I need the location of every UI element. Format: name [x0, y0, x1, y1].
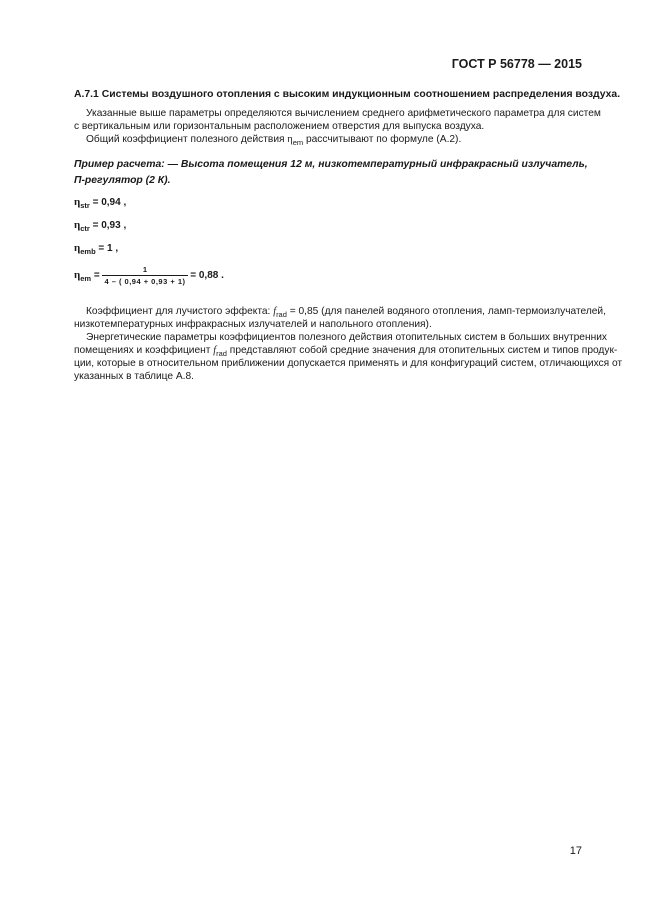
example-line-1: Пример расчета: — Высота помещения 12 м, низкотемпературный инфракрасный излучатель,: [74, 159, 588, 170]
paragraph-3-line-1: Коэффициент для лучистого эффекта: $f_{rad} = 0,85$ (для панелей водяного отопления, ламп-термоизлучателей,: [86, 306, 606, 320]
paragraph-3-line-2: низкотемпературных инфракрасных излучателей и напольного отопления).: [74, 319, 432, 330]
example-line-2: П-регулятор (2 К).: [74, 175, 171, 186]
fraction-denominator: 4 – ( 0,94 + 0,93 + 1): [104, 277, 186, 286]
paragraph-4-line-2: помещениях и коэффициент $f_{rad}$ представляют собой средние значения для отопительных систем и типов продук-: [74, 345, 618, 359]
equation-eta-ctr: $\eta_{ctr} = 0,93$ ,: [74, 219, 127, 234]
page-number: 17: [569, 845, 582, 857]
document-header: ГОСТ Р 56778 — 2015: [451, 57, 582, 71]
equation-eta-emb: $\eta_{emb} = 1$ ,: [74, 242, 119, 257]
equation-eta-str: $\eta_{str} = 0,94$ ,: [74, 196, 127, 211]
paragraph-1-line-2: с вертикальным или горизонтальным расположением отверстия для выпуска воздуха.: [74, 121, 485, 132]
paragraph-4-line-1: Энергетические параметры коэффициентов полезного действия отопительных систем в больших внутренних: [86, 332, 607, 343]
fraction-numerator: 1: [142, 265, 148, 274]
paragraph-4-line-4: указанных в таблице А.8.: [74, 371, 194, 382]
paragraph-2: Общий коэффициент полезного действия $\eta_{em}$ рассчитывают по формуле (А.2).: [86, 134, 462, 148]
section-title: A.7.1 Системы воздушного отопления с высоким индукционным соотношением распределения воздуха.: [74, 89, 621, 100]
fraction: [102, 265, 187, 286]
equation-eta-em: $\eta_{em}$ = $\frac{1}{4 - ( 0,94 + 0,93 + 1)}$ = 0,88 .: [74, 265, 224, 286]
paragraph-4-line-3: ции, которые в относительном приближении допускается применять и для конфигураций систем, отличающихся от: [74, 358, 623, 369]
paragraph-1-line-1: Указанные выше параметры определяются вычислением среднего арифметического параметра для систем: [86, 108, 601, 119]
